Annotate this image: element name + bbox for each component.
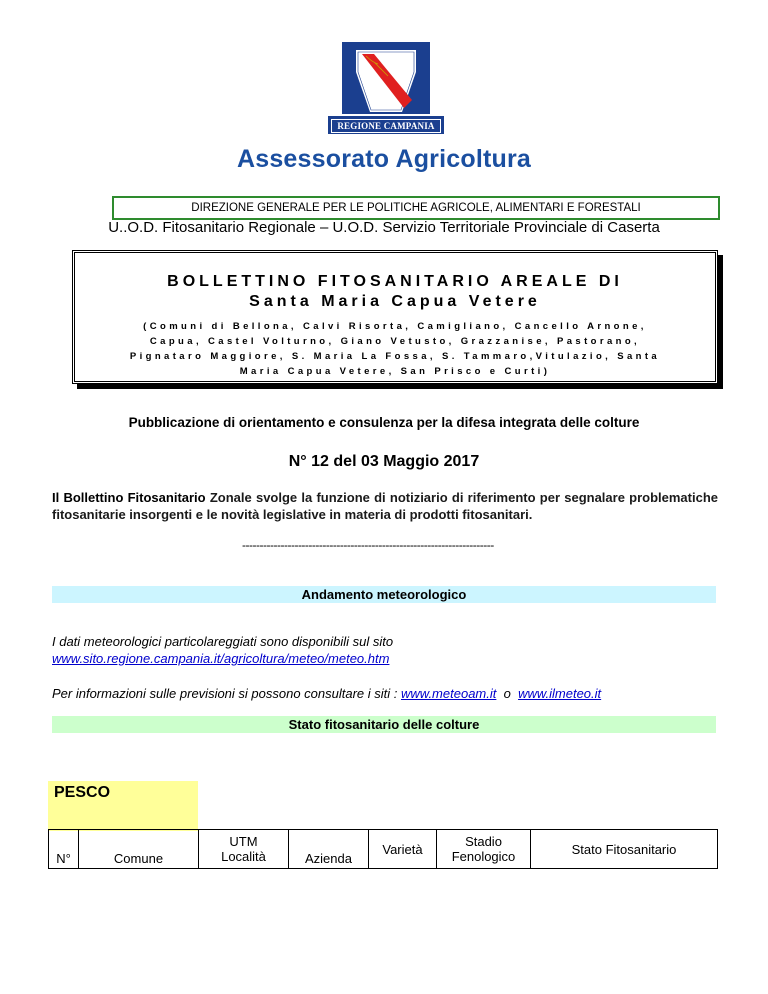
col-header-number: N° [49,830,79,869]
table-header-row [49,830,718,869]
bulletin-number: N° 12 del 03 Maggio 2017 [288,453,480,470]
phytosanitary-table [48,829,718,869]
assessorato-title: Assessorato Agricoltura [236,145,532,173]
ilmeteo-link[interactable]: www.ilmeteo.it [518,686,602,701]
stato-heading: Stato fitosanitario delle colture [52,716,716,733]
comuni-line: Pignataro Maggiore, S. Maria La Fossa, S. Tammaro,Vitulazio, Santa [129,351,661,362]
regione-campania-logo [326,42,446,134]
shield-icon [342,42,430,114]
fenologico-label: Fenologico [451,849,516,864]
localita-label: Località [221,849,266,864]
crop-header [48,781,198,831]
meteo-data-text: I dati meteorologici particolareggiati sono disponibili sul sito [52,634,394,649]
stadio-label: Stadio [465,834,502,849]
intro-lead: Il Bollettino Fitosanitario [52,490,206,505]
col-header-utm [199,830,289,869]
comuni-line: Capua, Castel Volturno, Giano Vetusto, Grazzanise, Pastorano, [149,336,641,347]
comuni-list [79,319,711,379]
meteo-heading: Andamento meteorologico [52,586,716,603]
bulletin-title-box [72,250,718,384]
col-header-stato: Stato Fitosanitario [531,830,718,869]
logo-label: REGIONE CAMPANIA [328,116,444,134]
col-header-varieta: Varietà [369,830,437,869]
crop-name: PESCO [54,784,111,801]
intro-paragraph [52,489,718,523]
col-header-azienda: Azienda [289,830,369,869]
publication-description: Pubblicazione di orientamento e consulenza per la difesa integrata delle colture [128,415,640,430]
uod-subtitle: U..O.D. Fitosanitario Regionale – U.O.D. Servizio Territoriale Provinciale di Caserta [108,219,660,236]
intro-text: Zonale svolge la funzione di notiziario di riferimento per segnalare problematiche fitosanitarie insorgenti e le novità legislative in materia di prodotti fitosanitari. [52,490,719,522]
meteo-data-info [52,633,393,667]
comuni-line: Maria Capua Vetere, San Prisco e Curti) [239,366,551,377]
forecast-connector: o [496,686,519,701]
col-header-stadio [437,830,531,869]
meteoam-link[interactable]: www.meteoam.it [401,686,497,701]
utm-label: UTM [229,834,258,849]
forecast-text: Per informazioni sulle previsioni si possono consultare i siti : [52,686,401,701]
col-header-comune: Comune [79,830,199,869]
separator-line: ------------------------------------------------------------------------ [242,538,494,552]
comuni-line: (Comuni di Bellona, Calvi Risorta, Camigliano, Cancello Arnone, [143,321,647,332]
bulletin-area: Santa Maria Capua Vetere [249,293,541,310]
bulletin-title: BOLLETTINO FITOSANITARIO AREALE DI [167,273,623,290]
meteo-data-link[interactable]: www.sito.regione.campania.it/agricoltura/meteo/meteo.htm [52,651,390,666]
meteo-forecast-info [52,686,601,701]
direzione-banner: DIREZIONE GENERALE PER LE POLITICHE AGRICOLE, ALIMENTARI E FORESTALI [112,196,720,220]
